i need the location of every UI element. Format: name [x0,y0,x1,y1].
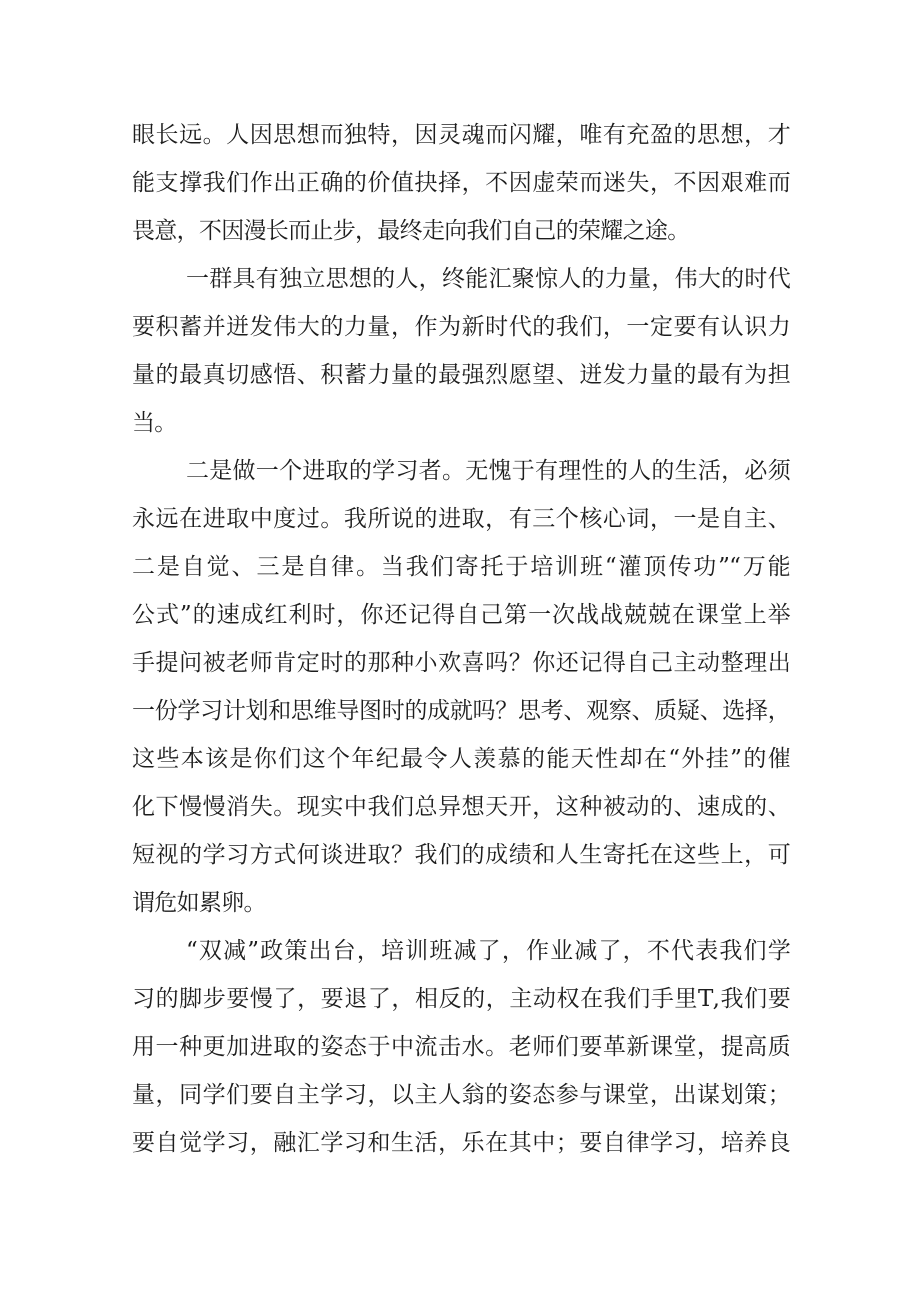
text-line: 畏意，不因漫长而止步，最终走向我们自己的荣耀之途。 [132,218,690,244]
text-line: 要自觉学习，融汇学习和生活，乐在其中；要自律学习，培养良 [132,1130,790,1156]
text-line: 谓危如累卵。 [132,890,266,916]
text-line: 习的脚步要慢了，要退了，相反的，主动权在我们手里T,我们要 [132,986,790,1012]
text-line: 当。 [132,410,177,436]
text-line: 眼长远。人因思想而独特，因灵魂而闪耀，唯有充盈的思想，才 [132,122,790,148]
text-line: 二是自觉、三是自律。当我们寄托于培训班“灌顶传功”“万能 [132,554,790,580]
text-line: 公式”的速成红利时，你还记得自己第一次战战兢兢在课堂上举 [132,602,790,628]
text-column [132,111,790,1167]
text-line: 一份学习计划和思维导图时的成就吗？思考、观察、质疑、选择， [132,698,790,724]
text-line: 量，同学们要自主学习，以主人翁的姿态参与课堂，出谋划策； [132,1082,790,1108]
text-line: 量的最真切感悟、积蓄力量的最强烈愿望、迸发力量的最有为担 [132,362,790,388]
text-line: 二是做一个进取的学习者。无愧于有理性的人的生活，必须 [186,458,790,484]
text-line: 能支撑我们作出正确的价值抉择，不因虚荣而迷失，不因艰难而 [132,170,790,196]
text-line: “双减”政策出台，培训班减了，作业减了，不代表我们学 [186,938,790,964]
text-line: 化下慢慢消失。现实中我们总异想天开，这种被动的、速成的、 [132,794,790,820]
text-line: 一群具有独立思想的人，终能汇聚惊人的力量，伟大的时代 [186,266,790,292]
text-line: 短视的学习方式何谈进取？我们的成绩和人生寄托在这些上，可 [132,842,790,868]
text-line: 这些本该是你们这个年纪最令人羡慕的能天性却在“外挂”的催 [132,746,790,772]
text-line: 要积蓄并迸发伟大的力量，作为新时代的我们，一定要有认识力 [132,314,790,340]
text-line: 永远在进取中度过。我所说的进取，有三个核心词，一是自主、 [132,506,790,532]
text-line: 用一种更加进取的姿态于中流击水。老师们要革新课堂，提高质 [132,1034,790,1060]
text-line: 手提问被老师肯定时的那种小欢喜吗？你还记得自己主动整理出 [132,650,790,676]
